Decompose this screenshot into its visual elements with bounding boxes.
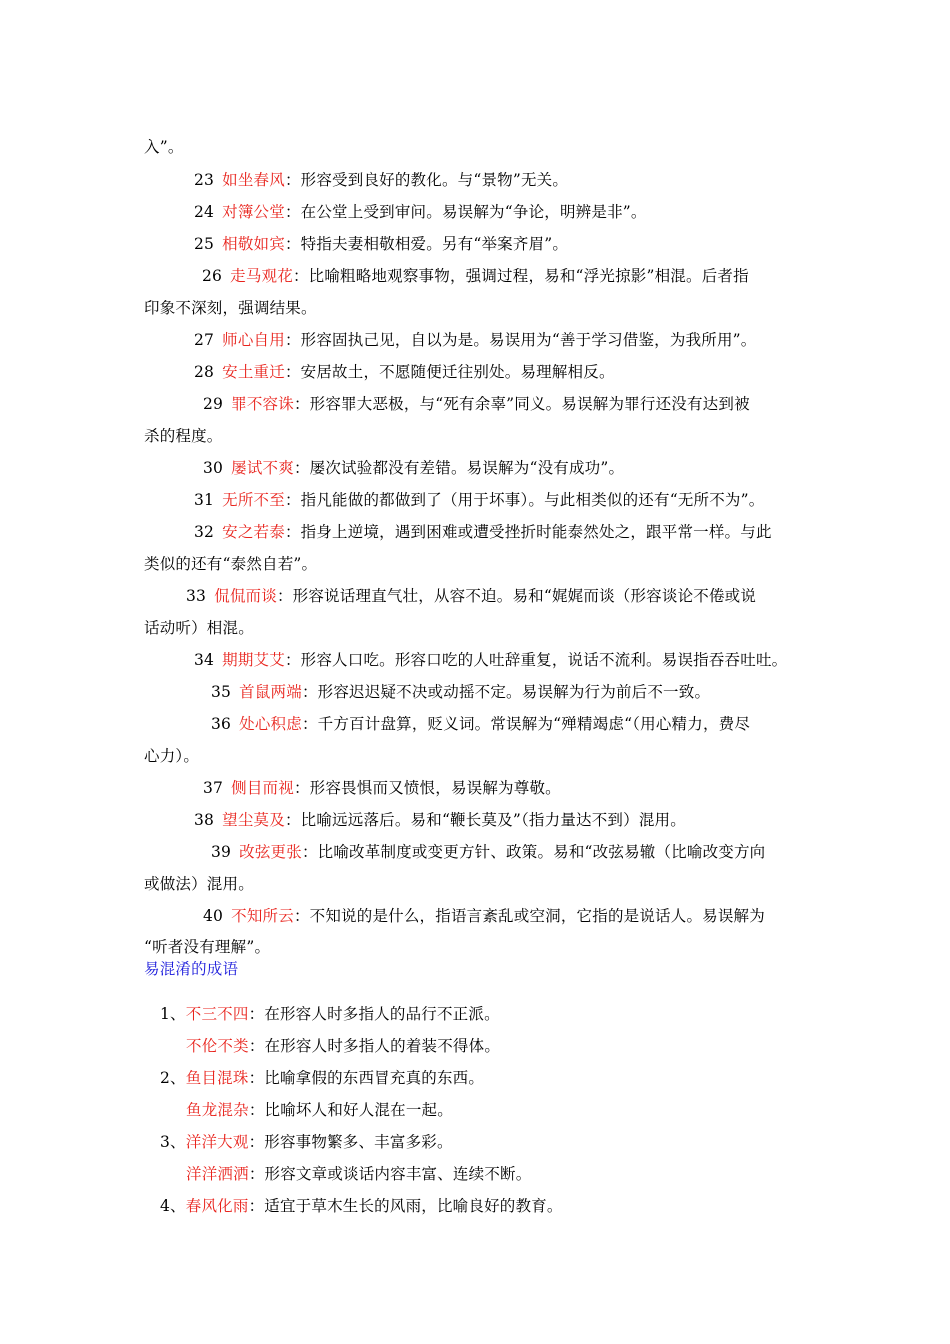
idiom-term: 安之若泰: [222, 523, 285, 541]
idiom-term: 无所不至: [222, 491, 285, 509]
idiom-term: 走马观花: [230, 267, 293, 285]
idiom-term: 对簿公堂: [222, 203, 285, 221]
idiom-term: 不三不四: [185, 1005, 249, 1023]
confusable-1b: 不伦不类：在形容人时多指人的着装不得体。: [186, 1037, 501, 1055]
idiom-term: 鱼目混珠: [185, 1069, 249, 1087]
idiom-term: 屡试不爽: [231, 459, 294, 477]
idiom-term: 不知所云: [231, 907, 294, 925]
entry-23: 23 如坐春风：形容受到良好的教化。与“景物”无关。: [194, 171, 569, 189]
idiom-term: 望尘莫及: [222, 811, 285, 829]
confusable-3a: 3、洋洋大观：形容事物繁多、丰富多彩。: [160, 1133, 453, 1151]
entry-continuation: 入”。: [144, 138, 184, 156]
idiom-term: 春风化雨: [185, 1197, 249, 1215]
entry-40-cont: “听者没有理解”。: [144, 938, 271, 956]
idiom-term: 相敬如宾: [222, 235, 285, 253]
entry-39-cont: 或做法）混用。: [144, 875, 254, 893]
confusable-2a: 2、鱼目混珠：比喻拿假的东西冒充真的东西。: [160, 1069, 485, 1087]
entry-33-cont: 话动听）相混。: [144, 619, 254, 637]
entry-30: 30 屡试不爽：屡次试验都没有差错。易误解为“没有成功”。: [203, 459, 625, 477]
idiom-term: 安土重迁: [222, 363, 285, 381]
idiom-term: 师心自用: [222, 331, 285, 349]
entry-33: 33 侃侃而谈：形容说话理直气壮，从容不迫。易和“娓娓而谈（形容谈论不倦或说: [186, 587, 757, 605]
idiom-term: 侧目而视: [231, 779, 294, 797]
entry-36-cont: 心力）。: [144, 747, 200, 765]
entry-26: 26 走马观花：比喻粗略地观察事物，强调过程，易和“浮光掠影”相混。后者指: [202, 267, 749, 285]
entry-32-cont: 类似的还有“泰然自若”。: [144, 555, 318, 573]
entry-26-cont: 印象不深刻，强调结果。: [144, 299, 317, 317]
confusable-2b: 鱼龙混杂：比喻坏人和好人混在一起。: [186, 1101, 453, 1119]
entry-39: 39 改弦更张：比喻改革制度或变更方针、政策。易和“改弦易辙（比喻改变方向: [211, 843, 766, 861]
idiom-term: 罪不容诛: [231, 395, 294, 413]
entry-40: 40 不知所云：不知说的是什么，指语言紊乱或空洞，它指的是说话人。易误解为: [203, 907, 765, 925]
entry-38: 38 望尘莫及：比喻远远落后。易和“鞭长莫及”（指力量达不到）混用。: [194, 811, 686, 829]
entry-36: 36 处心积虑：千方百计盘算，贬义词。常误解为“殚精竭虑“（用心精力，费尽: [211, 715, 751, 733]
entry-31: 31 无所不至：指凡能做的都做到了（用于坏事）。与此相类似的还有“无所不为”。: [194, 491, 765, 509]
entry-25: 25 相敬如宾：特指夫妻相敬相爱。另有“举案齐眉”。: [194, 235, 569, 253]
idiom-term: 改弦更张: [239, 843, 302, 861]
entry-29: 29 罪不容诛：形容罪大恶极，与“死有余辜”同义。易误解为罪行还没有达到被: [203, 395, 750, 413]
entry-37: 37 侧目而视：形容畏惧而又愤恨，易误解为尊敬。: [203, 779, 561, 797]
idiom-term: 处心积虑: [239, 715, 302, 733]
idiom-term: 期期艾艾: [222, 651, 285, 669]
entry-28: 28 安土重迁：安居故土，不愿随便迁往别处。易理解相反。: [194, 363, 615, 381]
entry-24: 24 对簿公堂：在公堂上受到审问。易误解为“争论，明辨是非”。: [194, 203, 647, 221]
entry-27: 27 师心自用：形容固执己见，自以为是。易误用为“善于学习借鉴，为我所用”。: [194, 331, 757, 349]
idiom-term: 如坐春风: [222, 171, 285, 189]
entry-35: 35 首鼠两端：形容迟迟疑不决或动摇不定。易误解为行为前后不一致。: [211, 683, 711, 701]
entry-32: 32 安之若泰：指身上逆境，遇到困难或遭受挫折时能泰然处之，跟平常一样。与此: [194, 523, 772, 541]
idiom-term: 侃侃而谈: [214, 587, 277, 605]
confusable-4a: 4、春风化雨：适宜于草木生长的风雨，比喻良好的教育。: [160, 1197, 563, 1215]
idiom-term: 洋洋大观: [185, 1133, 249, 1151]
idiom-term: 不伦不类: [186, 1037, 249, 1055]
idiom-term: 鱼龙混杂: [186, 1101, 249, 1119]
entry-34: 34 期期艾艾：形容人口吃。形容口吃的人吐辞重复，说话不流利。易误指吞吞吐吐。: [194, 651, 788, 669]
confusable-1a: 1、不三不四：在形容人时多指人的品行不正派。: [160, 1005, 500, 1023]
entry-29-cont: 杀的程度。: [144, 427, 223, 445]
idiom-term: 首鼠两端: [239, 683, 302, 701]
idiom-term: 洋洋洒洒: [186, 1165, 249, 1183]
section-heading: 易混淆的成语: [144, 960, 239, 978]
confusable-3b: 洋洋洒洒：形容文章或谈话内容丰富、连续不断。: [186, 1165, 532, 1183]
